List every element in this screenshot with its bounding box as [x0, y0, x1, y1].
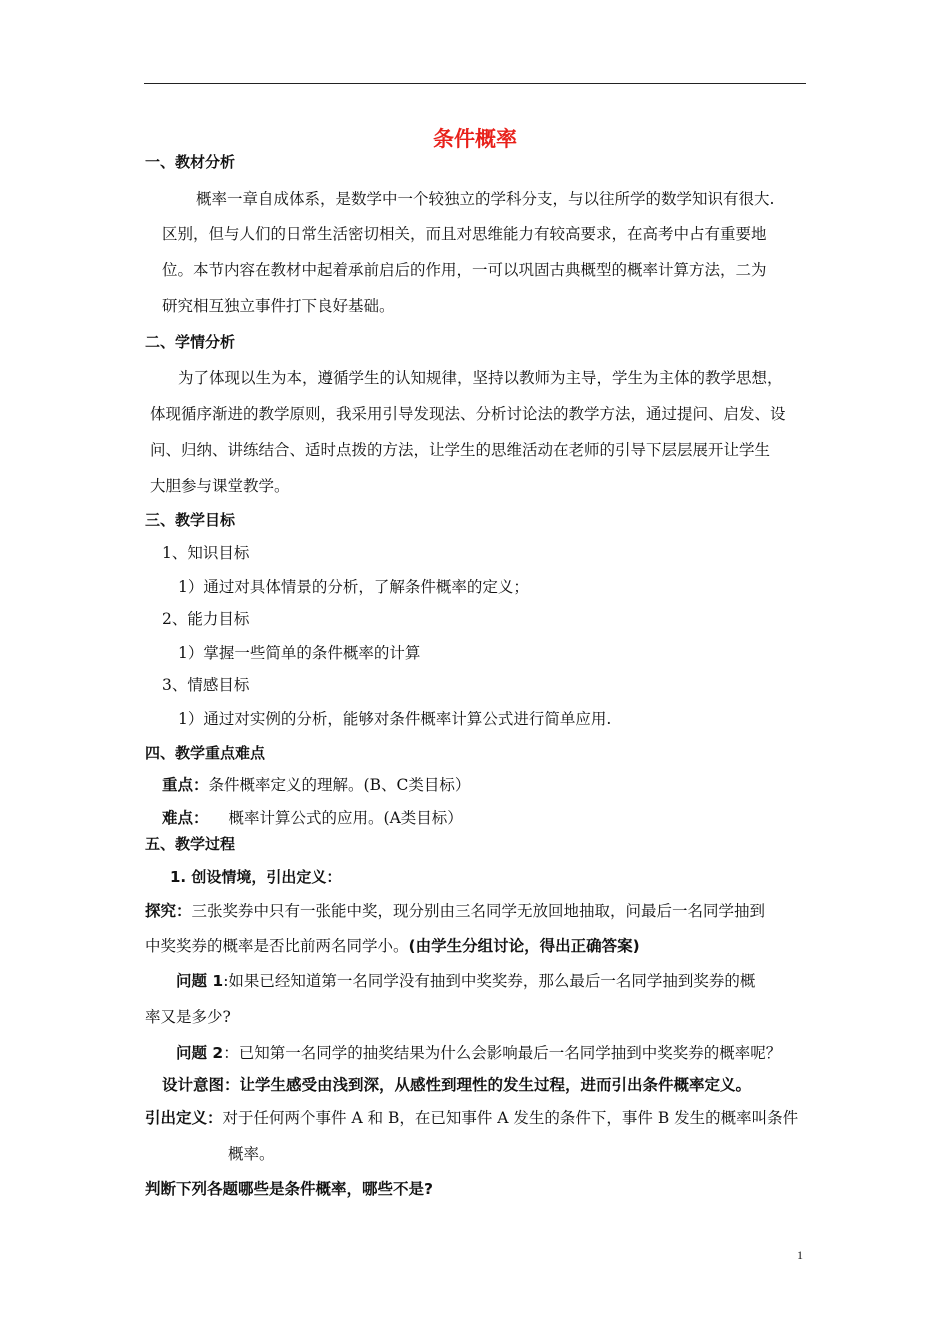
section-heading-3: 三、教学目标 [145, 511, 236, 529]
explore-line [145, 900, 765, 922]
paragraph-line: 位。本节内容在教材中起着承前启后的作用，一可以巩固古典概型的概率计算方法，二为 [162, 261, 767, 279]
question-2 [176, 1042, 781, 1064]
objective-item: 2、能力目标 [162, 610, 250, 628]
paragraph-line: 概率一章自成体系，是数学中一个较独立的学科分支，与以往所学的数学知识有很大. [196, 190, 775, 208]
document-title: 条件概率 [433, 127, 517, 151]
question-1-label: 问题 1 [176, 972, 224, 990]
objective-item: 1）通过对实例的分析，能够对条件概率计算公式进行简单应用. [178, 710, 612, 728]
key-point-label: 重点： [162, 776, 209, 794]
definition-label: 引出定义： [145, 1109, 223, 1127]
definition-cont: 概率。 [228, 1145, 275, 1163]
section-heading-4: 四、教学重点难点 [145, 744, 266, 762]
design-intent: 设计意图：让学生感受由浅到深，从感性到理性的发生过程，进而引出条件概率定义。 [162, 1076, 752, 1094]
paragraph-line: 问、归纳、讲练结合、适时点拨的方法，让学生的思维活动在老师的引导下层层展开让学生 [150, 441, 771, 459]
question-1 [176, 970, 755, 992]
paragraph-line: 区别，但与人们的日常生活密切相关，而且对思维能力有较高要求，在高考中占有重要地 [162, 225, 767, 243]
question-1-cont: 率又是多少? [145, 1008, 231, 1026]
difficult-point [162, 807, 463, 829]
definition-text: 对于任何两个事件 A 和 B，在已知事件 A 发生的条件下，事件 B 发生的概率叫条件 [222, 1109, 799, 1127]
paragraph-line: 为了体现以生为本，遵循学生的认知规律，坚持以教师为主导，学生为主体的教学思想， [178, 369, 783, 387]
judge-prompt: 判断下列各题哪些是条件概率，哪些不是? [145, 1180, 433, 1198]
paragraph-line: 研究相互独立事件打下良好基础。 [162, 297, 395, 315]
question-1-text: :如果已经知道第一名同学没有抽到中奖奖券，那么最后一名同学抽到奖券的概 [223, 972, 756, 990]
question-2-text: ：已知第一名同学的抽奖结果为什么会影响最后一名同学抽到中奖奖券的概率呢？ [223, 1044, 782, 1062]
section-heading-1: 一、教材分析 [145, 153, 236, 171]
explore-text: 中奖奖券的概率是否比前两名同学小。 [145, 937, 409, 955]
objective-item: 3、情感目标 [162, 676, 250, 694]
objective-item: 1）掌握一些简单的条件概率的计算 [178, 644, 421, 662]
paragraph-line: 体现循序渐进的教学原则，我采用引导发现法、分析讨论法的教学方法，通过提问、启发、设 [150, 405, 786, 423]
header-rule [144, 83, 806, 84]
explore-note: (由学生分组讨论，得出正确答案) [408, 937, 640, 955]
page-number: 1 [797, 1248, 803, 1262]
objective-item: 1）通过对具体情景的分析，了解条件概率的定义； [178, 578, 529, 596]
paragraph-line: 大胆参与课堂教学。 [150, 477, 290, 495]
explore-line [145, 935, 640, 957]
key-point [162, 774, 470, 796]
explore-label: 探究： [145, 902, 192, 920]
key-point-text: 条件概率定义的理解。(B、C类目标） [208, 776, 471, 794]
definition-line [145, 1107, 798, 1129]
objective-item: 1、知识目标 [162, 544, 250, 562]
question-2-label: 问题 2 [176, 1044, 224, 1062]
step-heading: 1. 创设情境，引出定义： [170, 868, 342, 886]
section-heading-2: 二、学情分析 [145, 333, 236, 351]
section-heading-5: 五、教学过程 [145, 835, 236, 853]
explore-text: 三张奖券中只有一张能中奖，现分别由三名同学无放回地抽取，问最后一名同学抽到 [191, 902, 766, 920]
difficult-point-text: 概率计算公式的应用。(A类目标） [228, 809, 463, 827]
difficult-point-label: 难点： [162, 809, 209, 827]
